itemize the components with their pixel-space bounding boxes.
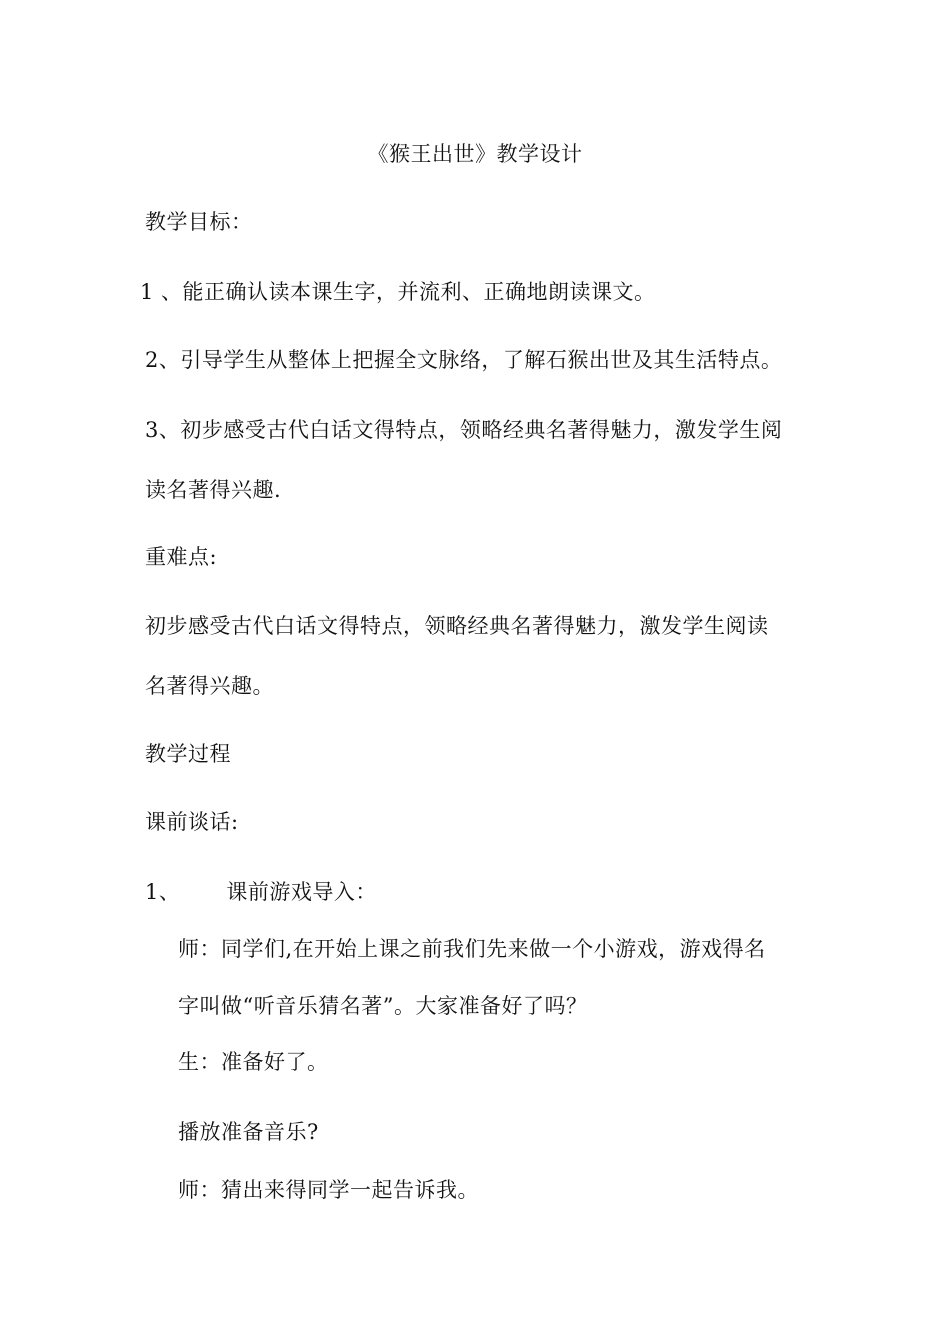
item-1 <box>145 878 377 906</box>
objective-3-line-2: 读名著得兴趣. <box>145 478 282 502</box>
objective-1: 1 、能正确认读本课生字，并流利、正确地朗读课文。 <box>140 280 656 304</box>
student-1: 生：准备好了。 <box>178 1050 329 1074</box>
teacher-1-line-1: 师：同学们,在开始上课之前我们先来做一个小游戏，游戏得名 <box>178 937 766 961</box>
objectives-heading: 教学目标： <box>145 210 253 234</box>
key-points-heading: 重难点: <box>145 545 218 569</box>
objective-2: 2、引导学生从整体上把握全文脉络，了解石猴出世及其生活特点。 <box>145 348 783 372</box>
key-points-line-2: 名著得兴趣。 <box>145 674 274 698</box>
key-points-line-1: 初步感受古代白话文得特点，领略经典名著得魅力，激发学生阅读 <box>145 614 769 638</box>
objective-3-line-1: 3、初步感受古代白话文得特点，领略经典名著得魅力，激发学生阅 <box>145 418 783 442</box>
process-heading: 教学过程 <box>145 742 231 766</box>
document-title: 《猴王出世》教学设计 <box>367 142 583 166</box>
item-1-number: 1、 <box>145 880 181 904</box>
item-1-label: 课前游戏导入： <box>226 880 377 904</box>
play-music: 播放准备音乐? <box>178 1120 319 1144</box>
pre-class-heading: 课前谈话: <box>145 810 239 834</box>
teacher-2: 师：猜出来得同学一起告诉我。 <box>178 1178 479 1202</box>
teacher-1-line-2: 字叫做“听音乐猜名著”。大家准备好了吗？ <box>178 994 588 1018</box>
